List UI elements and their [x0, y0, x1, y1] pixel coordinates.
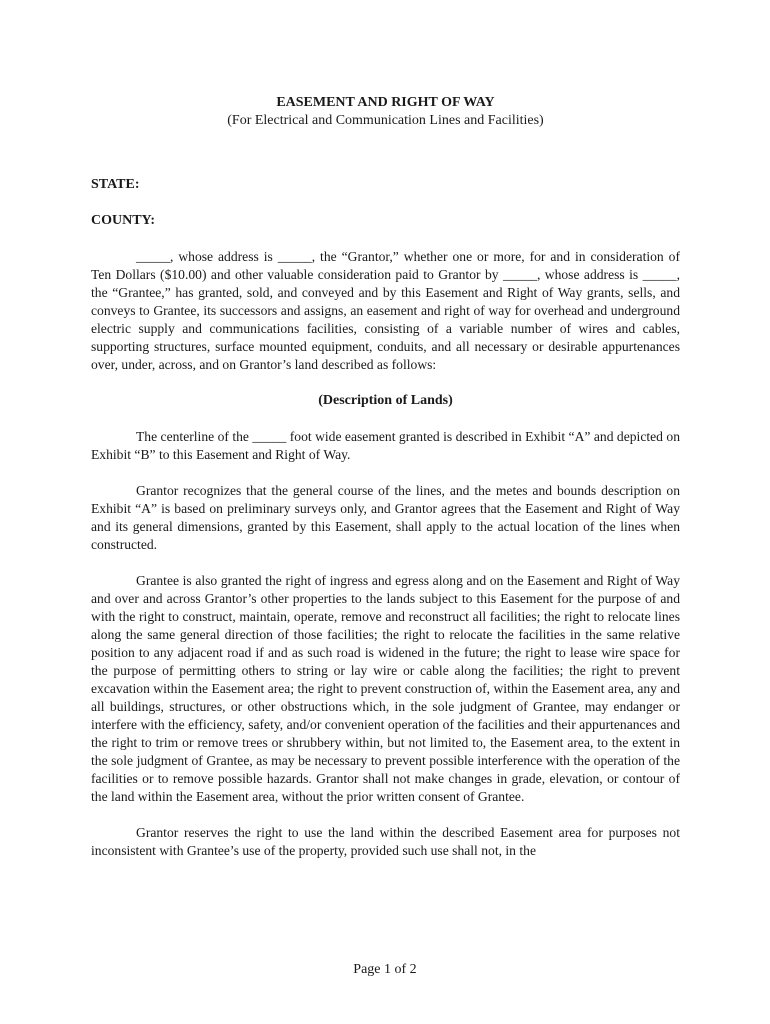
ingress-egress-paragraph: Grantee is also granted the right of ingress and egress along and on the Easement and Right of Way and over and across Grantor’s other properties to the lands subject to this Easement for the purpose of and with the right to construct, maintain, operate, remove and reconstruct all facilities; the right to relocate lines along the same general direction of those facilities; the right to relocate the facilities in the same relative position to any adjacent road if and as such road is widened in the future; the right to lease wire space for the purpose of permitting others to string or lay wire or cable along the facilities; the right to prevent excavation within the Easement area; the right to prevent construction of, within the Easement area, any and all buildings, structures, or other obstructions which, in the sole judgment of Grantee, may endanger or interfere with the efficiency, safety, and/or convenient operation of the facilities and their appurtenances and the right to trim or remove trees or shrubbery within, but not limited to, the Easement area, to the extent in the sole judgment of Grantee, as may be necessary to prevent possible interference with the operation of the facilities or to remove possible hazards. Grantor shall not make changes in grade, elevation, or contour of the land within the Easement area, without the prior written consent of Grantee. — [91, 573, 680, 804]
county-label: COUNTY: — [91, 213, 156, 228]
description-of-lands-heading: (Description of Lands) — [318, 393, 453, 408]
document-body — [91, 94, 680, 860]
state-label: STATE: — [91, 177, 140, 192]
centerline-paragraph: The centerline of the _____ foot wide easement granted is described in Exhibit “A” and depicted on Exhibit “B” to this Easement and Right of Way. — [91, 429, 680, 462]
grant-paragraph: _____, whose address is _____, the “Grantor,” whether one or more, for and in consideration of Ten Dollars ($10.00) and other valuable consideration paid to Grantor by _____, whose address is _____, the “Grantee,” has granted, sold, and conveyed and by this Easement and Right of Way grants, sells, and conveys to Grantee, its successors and assigns, an easement and right of way for overhead and underground electric supply and communications facilities, consisting of a variable number of wires and cables, supporting structures, surface mounted equipment, conduits, and all necessary or desirable appurtenances over, under, across, and on Grantor’s land described as follows: — [91, 249, 680, 372]
page-number: Page 1 of 2 — [353, 962, 417, 977]
document-subtitle: (For Electrical and Communication Lines and Facilities) — [227, 113, 544, 128]
grantor-reserves-paragraph: Grantor reserves the right to use the land within the described Easement area for purposes not inconsistent with Grantee’s use of the property, provided such use shall not, in the — [91, 825, 680, 858]
preliminary-survey-paragraph: Grantor recognizes that the general course of the lines, and the metes and bounds description on Exhibit “A” is based on preliminary surveys only, and Grantor agrees that the Easement and Right of Way and its general dimensions, granted by this Easement, shall apply to the actual location of the lines when constructed. — [91, 483, 680, 552]
document-title: EASEMENT AND RIGHT OF WAY — [276, 95, 495, 110]
